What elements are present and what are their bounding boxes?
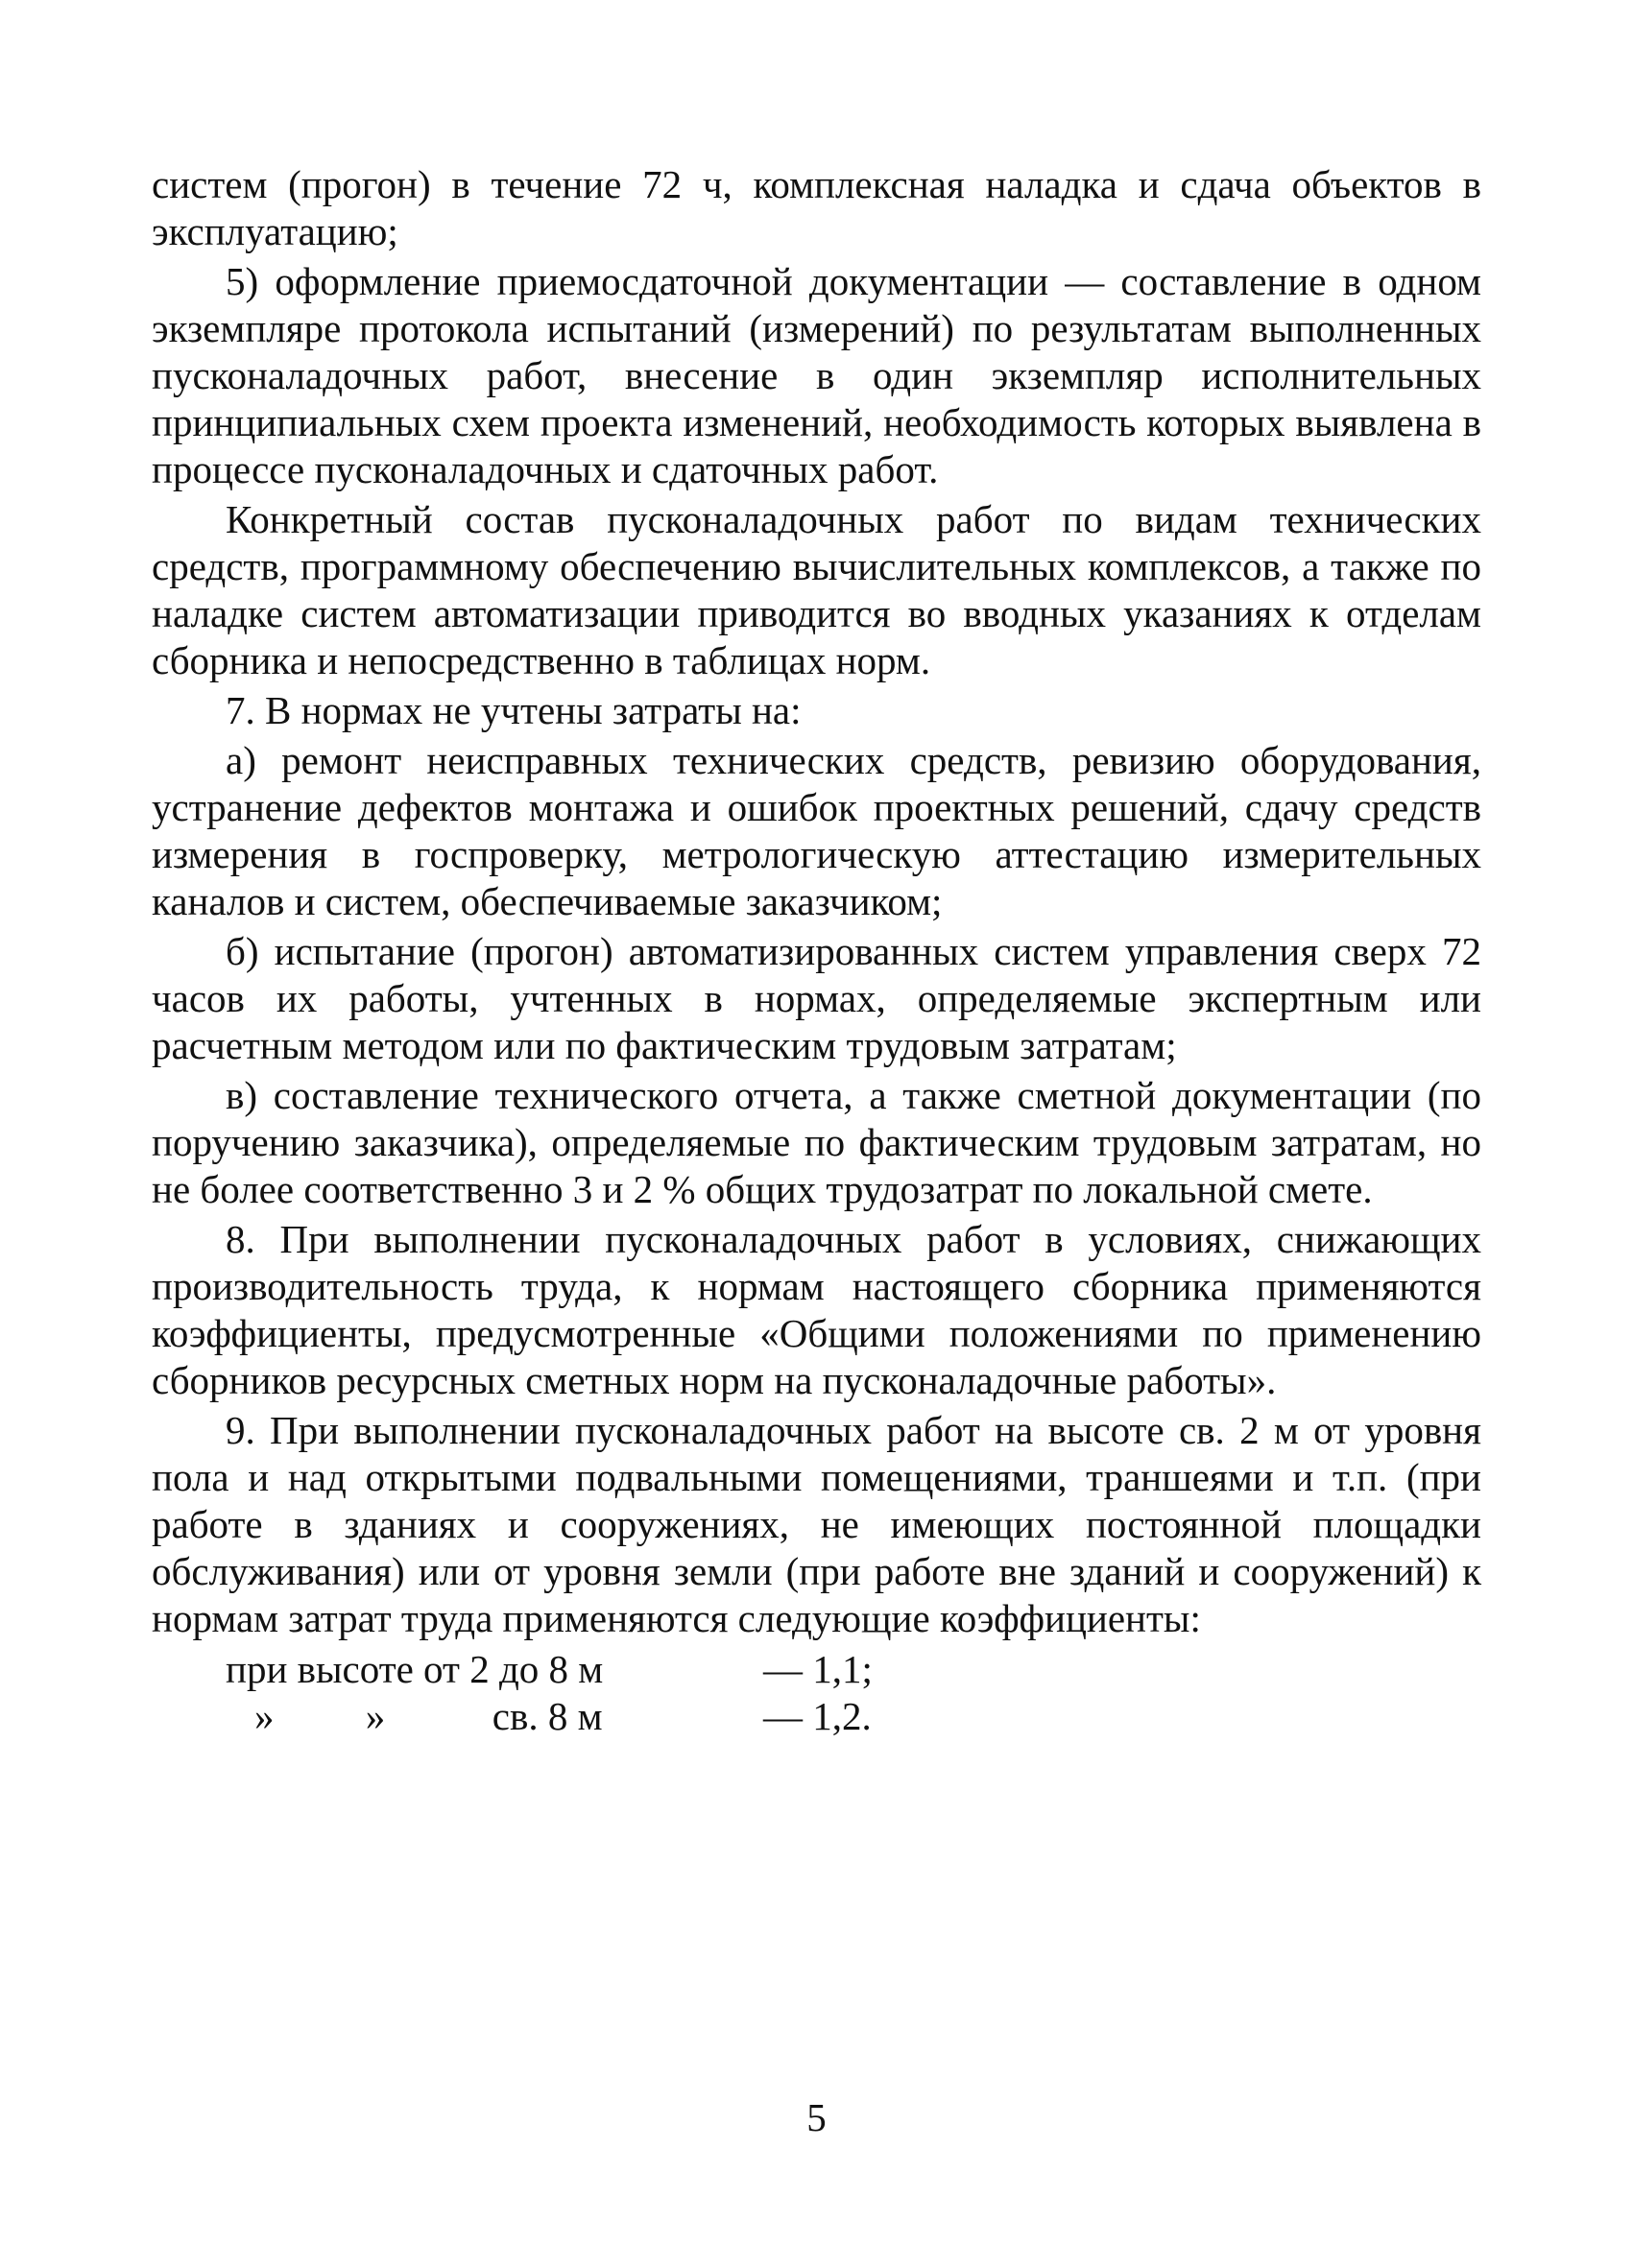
coefficient-row bbox=[226, 1693, 873, 1740]
paragraph-item-a: а) ремонт неисправных технических средств, ревизию оборудования, устранение дефектов монтажа и ошибок проектных решений, сдачу средств измерения в госпроверку, метрологическую аттестацию измерительных каналов и систем, обеспечиваемые заказчиком; bbox=[152, 738, 1481, 923]
paragraph-clause-8: 8. При выполнении пусконаладочных работ в условиях, снижающих производительность труда, к нормам настоящего сборника применяются коэффициенты, предусмотренные «Общими положениями по применению сборников ресурсных сметных норм на пусконаладочные работы». bbox=[152, 1217, 1481, 1402]
coefficient-label: св. 8 м bbox=[492, 1694, 603, 1738]
page-number: 5 bbox=[806, 2095, 827, 2139]
paragraph-continuation: систем (прогон) в течение 72 ч, комплексная наладка и сдача объектов в эксплуатацию; bbox=[152, 162, 1481, 253]
paragraph-composition: Конкретный состав пусконаладочных работ по видам технических средств, программному обеспечению вычислительных комплексов, а также по наладке систем автоматизации приводится во вводных указаниях к отделам сборника и непосредственно в таблицах норм. bbox=[152, 497, 1481, 682]
coefficients-table bbox=[226, 1646, 873, 1740]
coefficient-label: при высоте от 2 до 8 м bbox=[226, 1647, 604, 1691]
paragraph-item-v: в) составление технического отчета, а также сметной документации (по поручению заказчика), определяемые по фактическим трудовым затратам, но не более соответственно 3 и 2 % общих трудозатрат по локальной смете. bbox=[152, 1073, 1481, 1211]
document-page bbox=[152, 161, 1481, 1740]
paragraph-item-5: 5) оформление приемосдаточной документации — составление в одном экземпляре протокола испытаний (измерений) по результатам выполненных пусконаладочных работ, внесение в один экземпляр исполнительных принципиальных схем проекта изменений, необходимость которых выявлена в процессе пусконаладочных и сдаточных работ. bbox=[152, 259, 1481, 491]
paragraph-clause-7: 7. В нормах не учтены затраты на: bbox=[226, 688, 802, 732]
ditto-mark: » bbox=[365, 1694, 386, 1738]
coefficient-value: — 1,1; bbox=[763, 1647, 873, 1691]
paragraph-clause-9: 9. При выполнении пусконаладочных работ на высоте св. 2 м от уровня пола и над открытыми подвальными помещениями, траншеями и т.п. (при работе в зданиях и сооружениях, не имеющих постоянной площадки обслуживания) или от уровня земли (при работе вне зданий и сооружений) к нормам затрат труда применяются следующие коэффициенты: bbox=[152, 1408, 1481, 1640]
paragraph-item-b: б) испытание (прогон) автоматизированных систем управления сверх 72 часов их работы, учтенных в нормах, определяемые экспертным или расчетным методом или по фактическим трудовым затратам; bbox=[152, 929, 1481, 1067]
ditto-mark: » bbox=[254, 1694, 275, 1738]
coefficient-row bbox=[226, 1646, 873, 1693]
coefficient-value: — 1,2. bbox=[763, 1694, 872, 1738]
